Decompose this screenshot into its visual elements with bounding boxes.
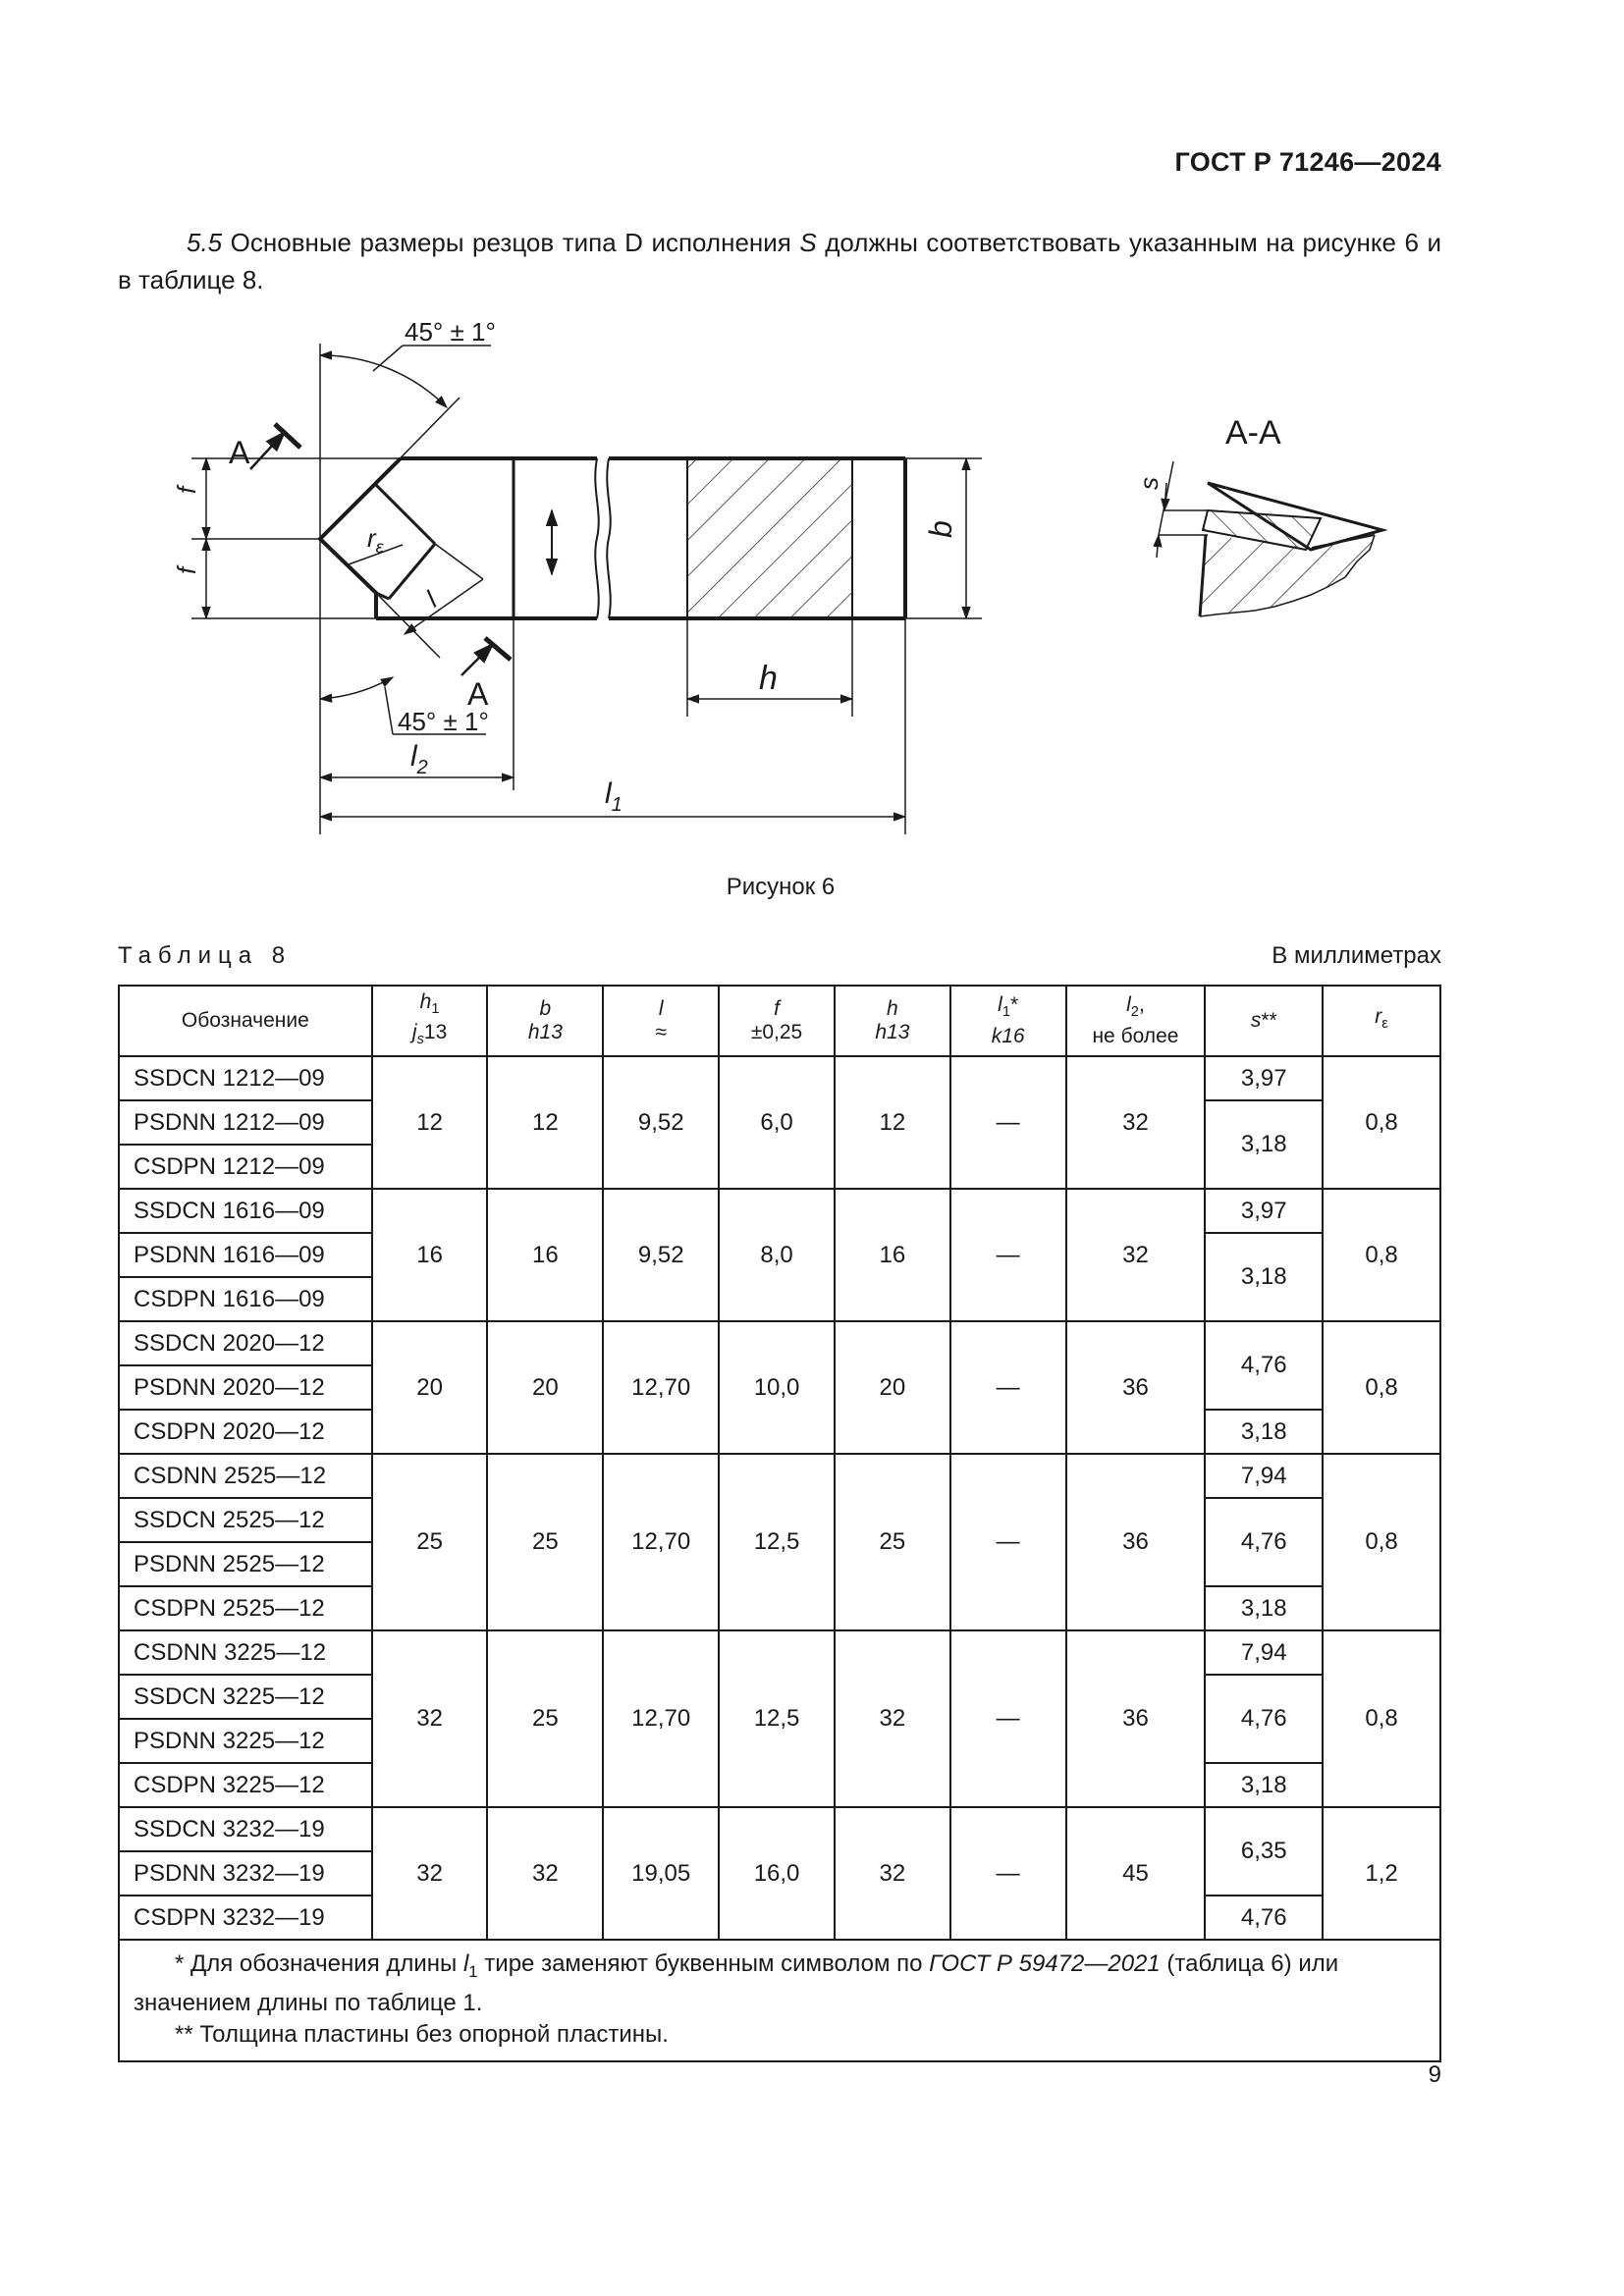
table-notes <box>119 1940 1440 2061</box>
col-f: f ±0,25 <box>719 986 835 1056</box>
designation-cell: CSDPN 3232—19 <box>119 1896 372 1940</box>
designation-cell: SSDCN 1212—09 <box>119 1056 372 1100</box>
l2-cell: 36 <box>1066 1454 1206 1630</box>
h-cell: 20 <box>835 1321 950 1454</box>
s-label: s <box>1134 477 1164 490</box>
l-cell: 19,05 <box>603 1807 719 1940</box>
h-cell: 16 <box>835 1189 950 1321</box>
f-cell: 12,5 <box>719 1630 835 1807</box>
col-l: l ≈ <box>603 986 719 1056</box>
h-cell: 32 <box>835 1630 950 1807</box>
h1-cell: 25 <box>372 1454 488 1630</box>
figure-caption: Рисунок 6 <box>726 874 836 900</box>
h-label: h <box>759 660 778 697</box>
h1-cell: 20 <box>372 1321 488 1454</box>
l2-cell: 45 <box>1066 1807 1206 1940</box>
s-cell: 4,76 <box>1205 1896 1323 1940</box>
l-cell: 12,70 <box>603 1454 719 1630</box>
designation-cell: SSDCN 3232—19 <box>119 1807 372 1851</box>
l1-cell: — <box>950 1189 1066 1321</box>
f-cell: 16,0 <box>719 1807 835 1940</box>
designation-cell: PSDNN 1212—09 <box>119 1100 372 1145</box>
l-cell: 12,70 <box>603 1630 719 1807</box>
l1-cell: — <box>950 1321 1066 1454</box>
b-label: b <box>923 520 958 538</box>
s-cell: 3,97 <box>1205 1056 1323 1100</box>
col-b: b h13 <box>487 986 603 1056</box>
designation-cell: SSDCN 2525—12 <box>119 1498 372 1542</box>
designation-cell: CSDPN 1616—09 <box>119 1277 372 1321</box>
cutter-drawing <box>0 0 1624 864</box>
col-l2: $l_2$, не более <box>1066 986 1206 1056</box>
designation-cell: CSDPN 3225—12 <box>119 1763 372 1807</box>
section-view-a-a <box>1157 461 1382 616</box>
designation-cell: PSDNN 2020—12 <box>119 1365 372 1410</box>
r-cell: 0,8 <box>1323 1321 1440 1454</box>
designation-cell: CSDNN 2525—12 <box>119 1454 372 1498</box>
h1-cell: 32 <box>372 1807 488 1940</box>
l2-cell: 36 <box>1066 1630 1206 1807</box>
l1-label: $l_1$ <box>605 777 623 816</box>
f-cell: 8,0 <box>719 1189 835 1321</box>
r-cell: 0,8 <box>1323 1454 1440 1630</box>
l1-cell: — <box>950 1807 1066 1940</box>
designation-cell: PSDNN 1616—09 <box>119 1233 372 1277</box>
s-cell: 3,18 <box>1205 1233 1323 1321</box>
b-cell: 32 <box>487 1807 603 1940</box>
l2-cell: 36 <box>1066 1321 1206 1454</box>
designation-cell: SSDCN 2020—12 <box>119 1321 372 1365</box>
l1-cell: — <box>950 1630 1066 1807</box>
table-row <box>119 1807 1440 1851</box>
designation-cell: SSDCN 3225—12 <box>119 1675 372 1719</box>
dimension-lines <box>191 344 982 834</box>
h1-cell: 16 <box>372 1189 488 1321</box>
table-notes-row <box>119 1940 1440 2061</box>
col-l1: $l_1*$ k16 <box>950 986 1066 1056</box>
l2-cell: 32 <box>1066 1056 1206 1189</box>
dimensions-table <box>118 985 1441 2062</box>
table-title: Таблица 8 <box>118 942 293 969</box>
s-cell: 6,35 <box>1205 1807 1323 1896</box>
b-cell: 25 <box>487 1630 603 1807</box>
h-cell: 32 <box>835 1807 950 1940</box>
designation-cell: CSDPN 2525—12 <box>119 1586 372 1630</box>
table-header-row <box>119 986 1440 1056</box>
s-cell: 7,94 <box>1205 1630 1323 1675</box>
page-number: 9 <box>1428 2061 1441 2088</box>
footnote-1: * Для обозначения длины $l_1$ тире заменяют буквенным символом по ГОСТ Р 59472—2021 (таблица 6) или значением длины по таблице 1. <box>134 1950 1339 2016</box>
section-title: A-A <box>1225 414 1281 452</box>
s-cell: 3,18 <box>1205 1100 1323 1189</box>
designation-cell: PSDNN 3225—12 <box>119 1719 372 1763</box>
r-cell: 1,2 <box>1323 1807 1440 1940</box>
section-mark-top: A <box>229 435 250 470</box>
clause-text-1: Основные размеры резцов типа D исполнения <box>222 228 800 257</box>
document-header: ГОСТ Р 71246—2024 <box>1174 147 1441 177</box>
footnote-2: ** Толщина пластины без опорной пластины. <box>175 2020 669 2048</box>
f-label-upper: f <box>172 486 201 494</box>
col-h1: $h_1$ $j_s13$ <box>372 986 488 1056</box>
r-label: $r_\varepsilon$ <box>367 523 384 557</box>
s-cell: 4,76 <box>1205 1498 1323 1586</box>
l1-cell: — <box>950 1454 1066 1630</box>
col-s: s** <box>1205 986 1323 1056</box>
table-row <box>119 1189 1440 1233</box>
b-cell: 16 <box>487 1189 603 1321</box>
s-cell: 4,76 <box>1205 1675 1323 1763</box>
l-label: l <box>420 585 443 614</box>
table-row <box>119 1454 1440 1498</box>
s-cell: 3,97 <box>1205 1189 1323 1233</box>
s-cell: 3,18 <box>1205 1763 1323 1807</box>
s-cell: 3,18 <box>1205 1410 1323 1454</box>
designation-cell: PSDNN 2525—12 <box>119 1542 372 1586</box>
b-cell: 25 <box>487 1454 603 1630</box>
designation-cell: CSDPN 1212—09 <box>119 1145 372 1189</box>
l-cell: 9,52 <box>603 1189 719 1321</box>
r-cell: 0,8 <box>1323 1630 1440 1807</box>
l-cell: 12,70 <box>603 1321 719 1454</box>
designation-cell: CSDPN 2020—12 <box>119 1410 372 1454</box>
table-row <box>119 1056 1440 1100</box>
l1-cell: — <box>950 1056 1066 1189</box>
l2-label: $l_2$ <box>410 740 428 778</box>
designation-cell: CSDNN 3225—12 <box>119 1630 372 1675</box>
angle-label-top: 45° ± 1° <box>405 317 496 347</box>
s-cell: 3,18 <box>1205 1586 1323 1630</box>
b-cell: 20 <box>487 1321 603 1454</box>
col-h: h h13 <box>835 986 950 1056</box>
angle-label-bottom: 45° ± 1° <box>398 707 489 736</box>
clause-text-2: должны соответствовать указанным на рисунке 6 и в таблице 8. <box>118 228 1441 294</box>
s-cell: 4,76 <box>1205 1321 1323 1410</box>
h1-cell: 12 <box>372 1056 488 1189</box>
l-cell: 9,52 <box>603 1056 719 1189</box>
designation-cell: PSDNN 3232—19 <box>119 1851 372 1896</box>
s-cell: 7,94 <box>1205 1454 1323 1498</box>
table-units: В миллиметрах <box>1272 942 1441 969</box>
designation-cell: SSDCN 1616—09 <box>119 1189 372 1233</box>
col-designation: Обозначение <box>119 986 372 1056</box>
h-cell: 12 <box>835 1056 950 1189</box>
h1-cell: 32 <box>372 1630 488 1807</box>
table-row <box>119 1630 1440 1675</box>
section-mark-bottom: A <box>467 676 489 712</box>
l2-cell: 32 <box>1066 1189 1206 1321</box>
table-row <box>119 1321 1440 1365</box>
f-cell: 10,0 <box>719 1321 835 1454</box>
cutter-body <box>320 458 905 618</box>
r-cell: 0,8 <box>1323 1056 1440 1189</box>
h-cell: 25 <box>835 1454 950 1630</box>
col-r: $r_\varepsilon$ <box>1323 986 1440 1056</box>
f-cell: 12,5 <box>719 1454 835 1630</box>
clause-number: 5.5 <box>187 228 223 257</box>
f-label-lower: f <box>172 566 201 574</box>
b-cell: 12 <box>487 1056 603 1189</box>
variant-letter: S <box>799 228 817 257</box>
f-cell: 6,0 <box>719 1056 835 1189</box>
r-cell: 0,8 <box>1323 1189 1440 1321</box>
